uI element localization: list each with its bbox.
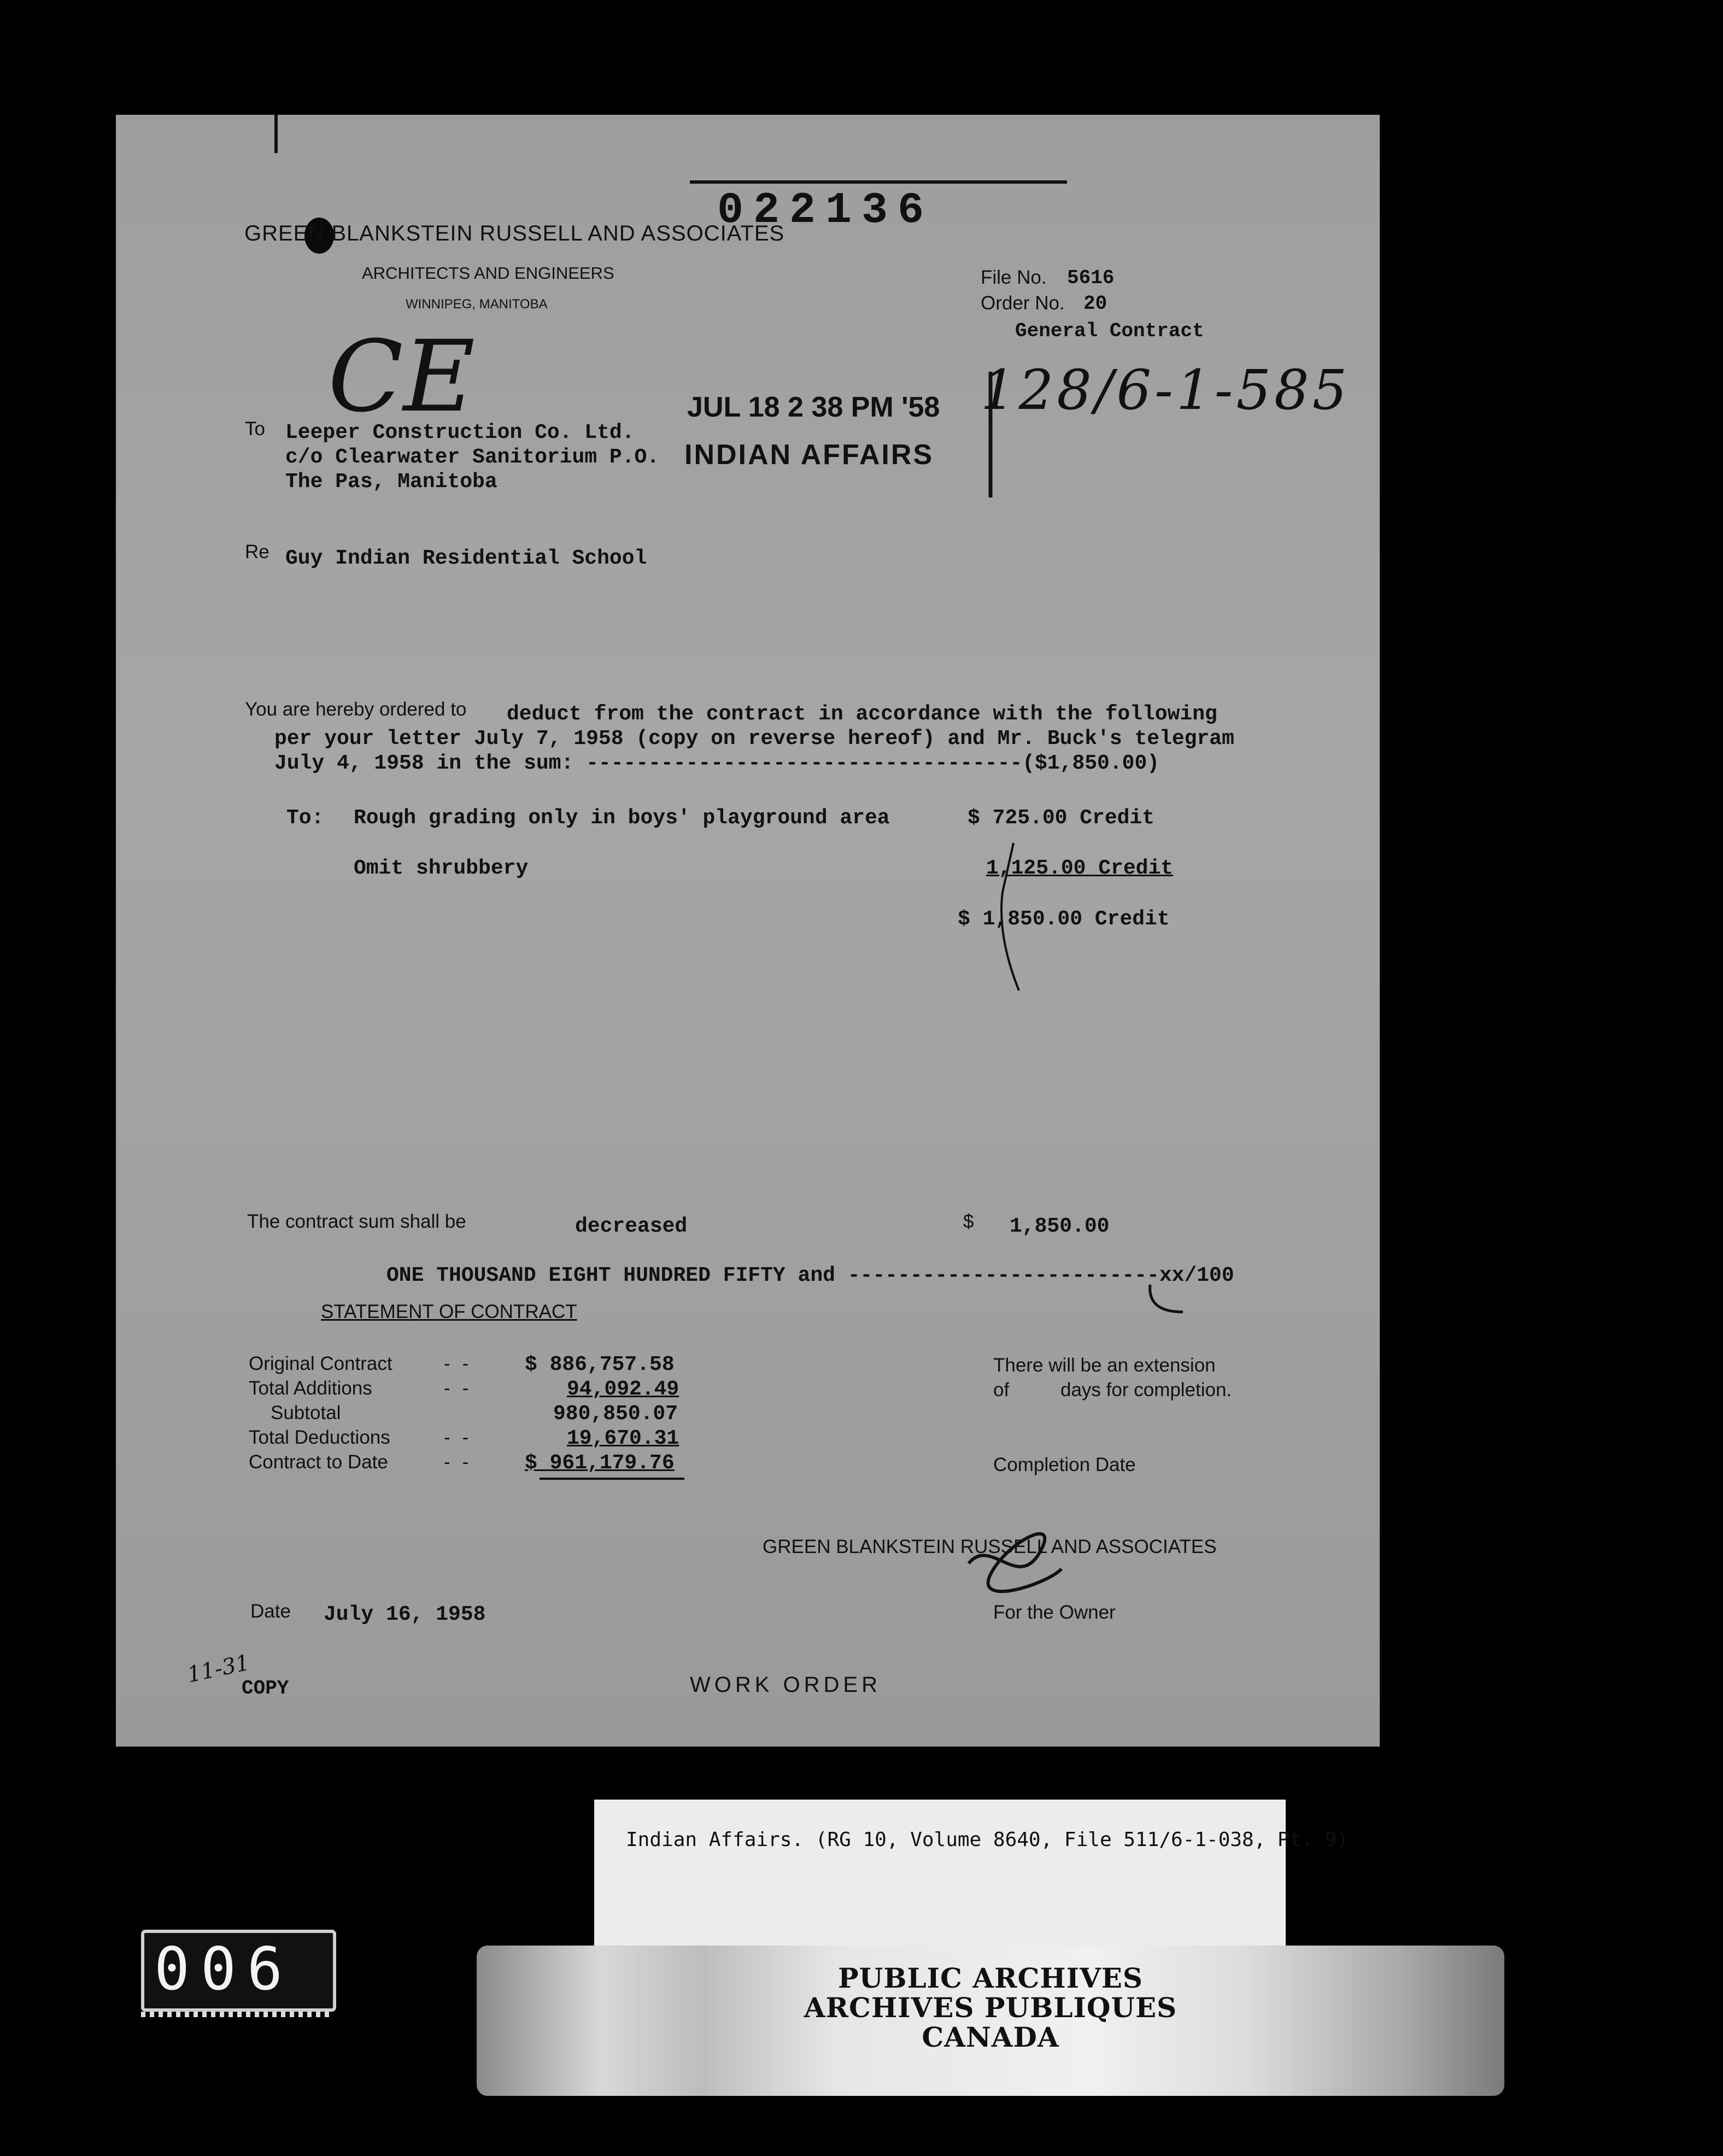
- line-item-amount-1: $ 725.00 Credit: [968, 806, 1155, 830]
- statement-value-subtotal: 980,850.07: [553, 1402, 678, 1426]
- statement-label-original: Original Contract: [249, 1353, 392, 1374]
- to-address-line-1: Leeper Construction Co. Ltd.: [285, 421, 635, 444]
- statement-value-to-date: $ 961,179.76: [525, 1451, 675, 1475]
- frame-counter-value: 006: [154, 1935, 294, 2003]
- to-address-line-3: The Pas, Manitoba: [285, 470, 497, 494]
- date-label: Date: [250, 1601, 291, 1622]
- copy-handwritten: 11-31: [185, 1650, 252, 1688]
- copy-label: COPY: [242, 1677, 289, 1700]
- order-text-line-2: per your letter July 7, 1958 (copy on reverse hereof) and Mr. Buck's telegram: [274, 727, 1234, 751]
- for-owner-label: For the Owner: [993, 1602, 1116, 1623]
- handwritten-file-ref: 128/6-1-585: [981, 358, 1351, 422]
- statement-leaders: --: [444, 1378, 481, 1399]
- firm-city: WINNIPEG, MANITOBA: [406, 297, 548, 312]
- bleed-through-text: [892, 465, 903, 485]
- archive-label: Indian Affairs. (RG 10, Volume 8640, File 511/6-1-038, Pt. 9): [626, 1829, 1349, 1851]
- contract-type: General Contract: [1015, 320, 1204, 342]
- order-intro: You are hereby ordered to: [245, 699, 467, 720]
- file-no: 5616: [1067, 267, 1115, 289]
- statement-leaders: --: [444, 1353, 481, 1374]
- frame-counter-strip: [141, 2012, 330, 2017]
- statement-value-deductions: 19,670.31: [567, 1427, 679, 1450]
- contract-sum-action: decreased: [575, 1215, 688, 1238]
- line-item-desc-2: Omit shrubbery: [354, 857, 529, 880]
- re-subject: Guy Indian Residential School: [285, 547, 647, 570]
- signature-firm: GREEN BLANKSTEIN RUSSELL AND ASSOCIATES: [763, 1536, 1217, 1557]
- statement-label-deductions: Total Deductions: [249, 1427, 390, 1448]
- archive-stamp-line-2: ARCHIVES PUBLIQUES: [804, 1991, 1177, 2024]
- file-no-label: File No.: [981, 267, 1047, 288]
- handwritten-initials: CE: [328, 320, 476, 434]
- statement-value-additions: 94,092.49: [567, 1378, 679, 1401]
- signature-scribble: [958, 1531, 1067, 1596]
- order-no-label: Order No.: [981, 292, 1065, 314]
- to-label: To: [245, 418, 265, 440]
- double-underline: [540, 1478, 684, 1480]
- extension-line-1: There will be an extension: [993, 1355, 1216, 1376]
- pen-divider: [985, 372, 996, 497]
- statement-title: STATEMENT OF CONTRACT: [321, 1301, 577, 1322]
- contract-sum-amount: 1,850.00: [1010, 1215, 1110, 1238]
- film-mark: [274, 115, 278, 153]
- statement-label-subtotal: Subtotal: [271, 1402, 341, 1423]
- statement-label-additions: Total Additions: [249, 1378, 372, 1399]
- re-label: Re: [245, 541, 269, 563]
- received-stamp-department: INDIAN AFFAIRS: [684, 439, 934, 471]
- contract-sum-currency: $: [963, 1211, 974, 1232]
- firm-name: GREEN BLANKSTEIN RUSSELL AND ASSOCIATES: [244, 221, 785, 245]
- archive-stamp-line-1: PUBLIC ARCHIVES: [838, 1962, 1143, 1994]
- to-address-line-2: c/o Clearwater Sanitorium P.O.: [285, 446, 660, 469]
- completion-date-label: Completion Date: [993, 1454, 1136, 1475]
- line-item-total: $ 1,850.00 Credit: [958, 907, 1170, 931]
- extension-line-2a: of: [993, 1379, 1010, 1401]
- archive-stamp: [477, 1946, 1504, 2096]
- document-number: 022136: [717, 186, 934, 236]
- order-text-line-1: deduct from the contract in accordance with the following: [507, 702, 1217, 726]
- order-text-line-3: July 4, 1958 in the sum: -----------------------------------($1,850.00): [274, 752, 1160, 775]
- line-item-desc-1: Rough grading only in boys' playground area: [354, 806, 890, 830]
- amount-in-words: ONE THOUSAND EIGHT HUNDRED FIFTY and -------------------------xx/100: [386, 1264, 1234, 1287]
- line-item-amount-2: 1,125.00 Credit: [986, 857, 1174, 880]
- pen-tick: [1145, 1282, 1188, 1320]
- archive-label-card: [594, 1800, 1349, 1946]
- extension-line-2b: days for completion.: [1060, 1379, 1232, 1401]
- statement-leaders: --: [444, 1427, 481, 1448]
- order-no: 20: [1083, 292, 1107, 315]
- statement-label-to-date: Contract to Date: [249, 1451, 388, 1473]
- work-order-document: [116, 115, 1380, 1747]
- line-item-prefix: To:: [286, 806, 324, 830]
- form-title: WORK ORDER: [690, 1673, 881, 1697]
- statement-leaders: --: [444, 1451, 481, 1473]
- contract-sum-label: The contract sum shall be: [247, 1211, 466, 1232]
- top-rule: [690, 180, 1067, 184]
- received-stamp-datetime: JUL 18 2 38 PM '58: [687, 391, 940, 423]
- statement-value-original: $ 886,757.58: [525, 1353, 675, 1376]
- frame-counter: [141, 1930, 336, 2012]
- pen-annotation: [981, 837, 1046, 996]
- date-value: July 16, 1958: [324, 1603, 486, 1626]
- firm-subtitle: ARCHITECTS AND ENGINEERS: [362, 263, 614, 283]
- archive-stamp-line-3: CANADA: [922, 2021, 1059, 2053]
